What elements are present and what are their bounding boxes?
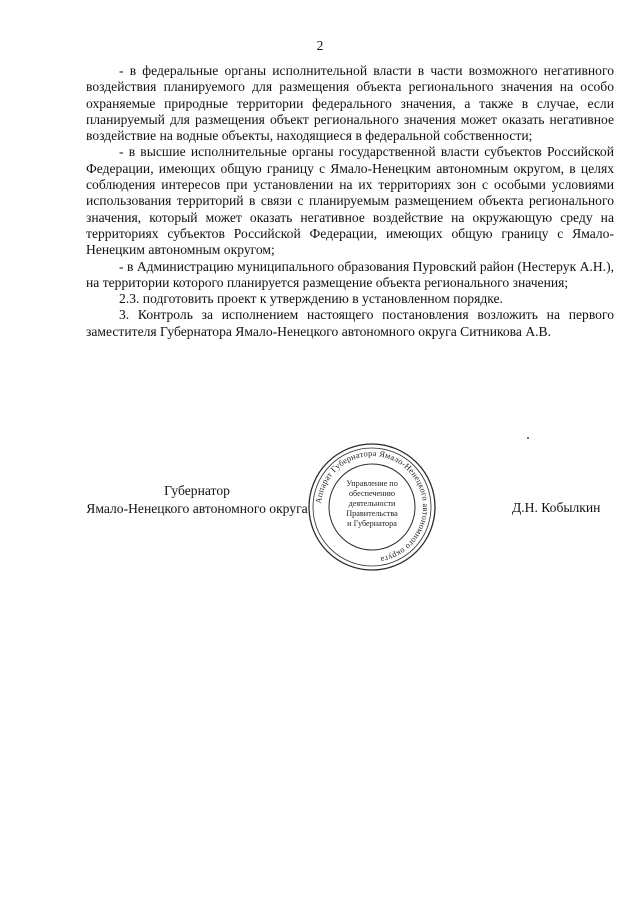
signatory-name: Д.Н. Кобылкин [512,500,601,515]
paragraph-regional-bodies: - в высшие исполнительные органы государственной власти субъектов Российской Федерации, имеющих общую границу с Ямало-Ненецким автономным округом, в целях соблюдения интересов при установлении на их территориях зон с особыми условиями использования территорий в связи с планируемым размещением объекта регионального значения, который может оказать негативное воздействие на окружающую среду на территориях субъектов Российской Федерации, имеющих общую границу с Ямало-Ненецким автономным округом; [86,144,614,258]
document-body [86,63,614,340]
seal-center-line-4: Правительства [346,509,398,519]
seal-ring-text: Аппарат Губернатора Ямало-Ненецкого автономного округа [314,448,431,565]
seal-center-line-3: деятельности [348,499,396,509]
signatory-title-line-2: Ямало-Ненецкого автономного округа [86,500,308,516]
seal-center-line-1: Управление по [346,479,398,488]
signatory-title-line-1: Губернатор [164,483,230,498]
seal-center-line-5: и Губернатора [347,519,397,529]
page-number: 2 [316,38,324,53]
seal-center-text [330,479,414,529]
paragraph-federal-bodies: - в федеральные органы исполнительной власти в части возможного негативного воздействия планируемого для размещения объекта регионального значения на особо охраняемые природные территории федерального значения, а также в случае, если планируемый для размещения объект регионального значения может оказать негативное воздействие на водные объекты, находящиеся в федеральной собственности; [86,63,614,144]
signatory-title [86,482,308,517]
paragraph-clause-3: 3. Контроль за исполнением настоящего постановления возложить на первого заместителя Губернатора Ямало-Ненецкого автономного округа Ситникова А.В. [86,307,614,339]
seal-center-line-2: обеспечению [348,489,396,499]
scan-speck [527,437,529,439]
paragraph-clause-2-3: 2.3. подготовить проект к утверждению в установленном порядке. [119,291,503,307]
paragraph-municipal-administration: - в Администрацию муниципального образования Пуровский район (Нестерук А.Н.), на территории которого планируется размещение объекта регионального значения; [86,258,614,290]
